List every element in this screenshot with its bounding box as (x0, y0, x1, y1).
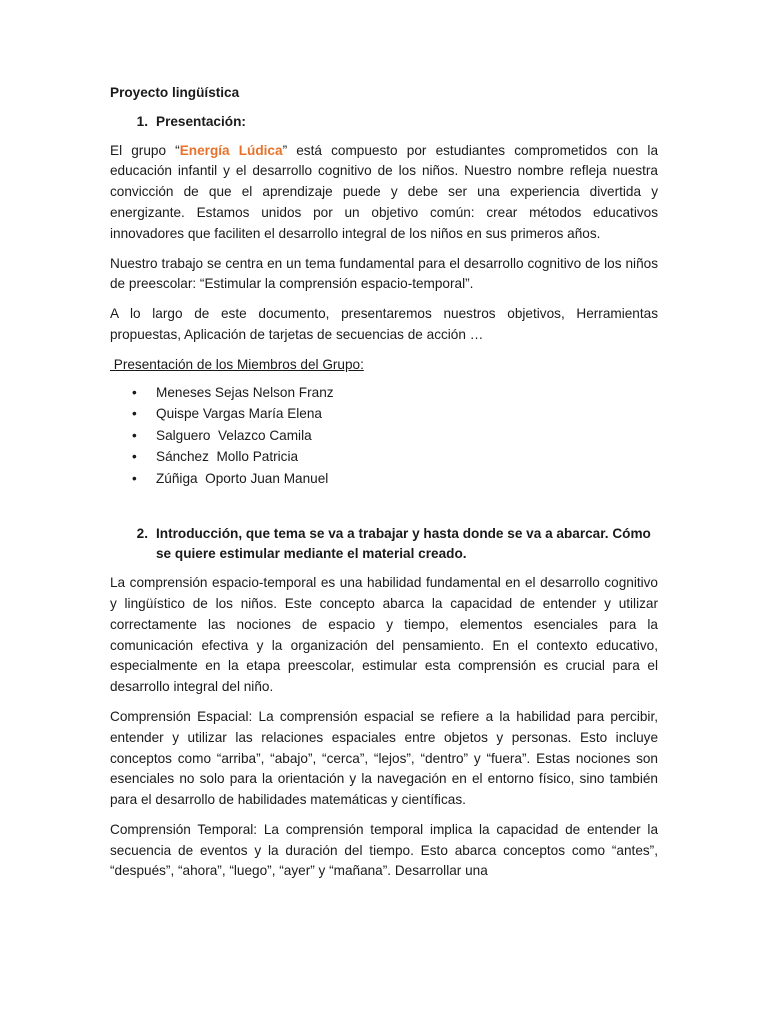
introduction-paragraph-2: Comprensión Espacial: La comprensión espacial se refiere a la habilidad para percibir, entender y utilizar las relaciones espaciales entre objetos y personas. Esto incluye conceptos como “arriba”, “abajo”, “cerca”, “lejos”, “dentro” y “fuera”. Estas nociones son esenciales no solo para la orientación y la navegación en el entorno físico, sino también para el desarrollo de habilidades matemáticas y científicas. (110, 708, 658, 808)
bullet-icon: • (132, 449, 137, 465)
list-item (110, 403, 658, 425)
member-name: Meneses Sejas Nelson Franz (156, 384, 334, 400)
bullet-icon: • (132, 406, 137, 422)
bullet-icon: • (132, 427, 137, 443)
introduction-paragraph-1: La comprensión espacio-temporal es una habilidad fundamental en el desarrollo cognitivo y lingüístico de los niños. Este concepto abarca la capacidad de entender y utilizar correctamente las nociones de espacio y tiempo, elementos esenciales para la comunicación efectiva y la organización del pensamiento. En el contexto educativo, especialmente en la etapa preescolar, estimular esta comprensión es crucial para el desarrollo integral del niño. (110, 575, 658, 695)
document-title: Proyecto lingüística (110, 85, 240, 100)
list-item (110, 446, 658, 468)
member-name: Sánchez Mollo Patricia (156, 449, 299, 465)
p1-after: ” está compuesto por estudiantes comprometidos con la educación infantil y el desarrollo cognitivo de los niños. Nuestro nombre refleja nuestra convicción de que el aprendizaje puede y debe ser una experiencia divertida y energizante. Estamos unidos por un objetivo común: crear métodos educativos innovadores que faciliten el desarrollo integral de los niños en sus primeros años. (110, 142, 659, 241)
p1-before: El grupo “ (110, 142, 180, 158)
section-2-number: 2. (136, 525, 148, 541)
list-item (110, 468, 658, 490)
bullet-icon: • (132, 384, 137, 400)
presentation-paragraph-3: A lo largo de este documento, presentaremos nuestros objetivos, Herramientas propuestas, Aplicación de tarjetas de secuencias de acción … (110, 306, 658, 342)
list-item (110, 425, 658, 447)
section-2-title: Introducción, que tema se va a trabajar y hasta donde se va a abarcar. Cómo se quiere estimular mediante el material creado. (156, 525, 651, 562)
members-list (110, 382, 658, 490)
section-1-number: 1. (136, 113, 148, 129)
member-name: Quispe Vargas María Elena (156, 406, 322, 422)
bullet-icon: • (132, 470, 137, 486)
member-name: Zúñiga Oporto Juan Manuel (156, 470, 329, 486)
member-name: Salguero Velazco Camila (156, 427, 312, 443)
section-1-title: Presentación: (156, 113, 246, 129)
presentation-paragraph-1 (110, 141, 658, 245)
section-1-heading (110, 112, 658, 133)
list-item (110, 382, 658, 404)
presentation-paragraph-2: Nuestro trabajo se centra en un tema fundamental para el desarrollo cognitivo de los niños de preescolar: “Estimular la comprensión espacio-temporal”. (110, 255, 658, 292)
section-2-heading (110, 524, 658, 566)
group-name: Energía Lúdica (179, 142, 283, 158)
members-heading: Presentación de los Miembros del Grupo: (110, 356, 364, 372)
section-spacer (110, 490, 658, 524)
introduction-paragraph-3: Comprensión Temporal: La comprensión temporal implica la capacidad de entender la secuencia de eventos y la duración del tiempo. Esto abarca conceptos como “antes”, “después”, “ahora”, “luego”, “ayer” y “mañana”. Desarrollar una (110, 821, 658, 879)
